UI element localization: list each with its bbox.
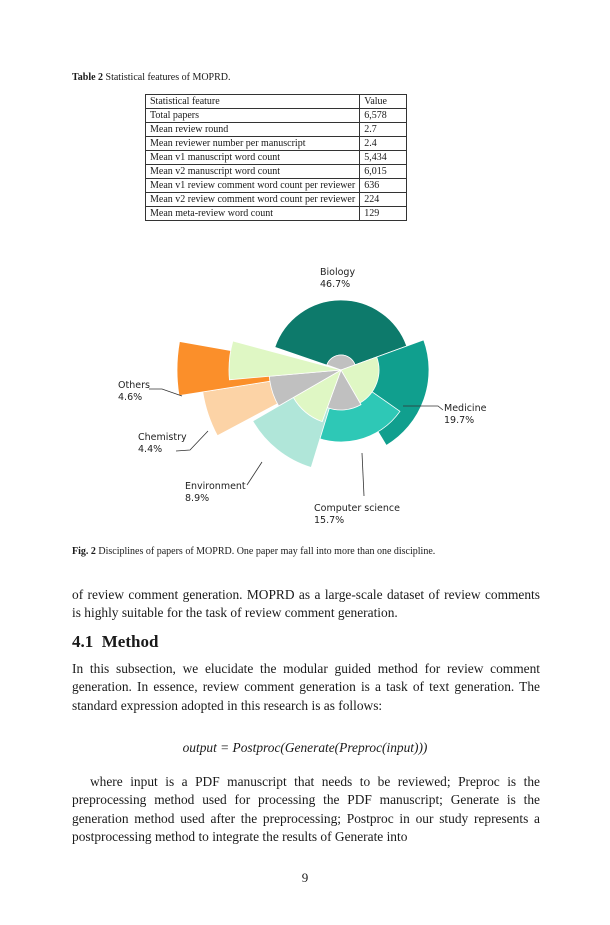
label-medicine: Medicine	[444, 403, 487, 414]
table-row	[146, 123, 407, 137]
row-value: 6,015	[360, 165, 407, 179]
statistics-table	[145, 94, 407, 221]
table-caption-label: Table 2	[72, 72, 104, 83]
paragraph-definitions: where input is a PDF manuscript that needs to be reviewed; Preproc is the preprocessing method used for processing the PDF manuscript; Generate is the generation method used after the preprocessing; Postproc in our study represents a postprocessing method to integrate the results of Generate into	[72, 774, 540, 844]
row-value: 636	[360, 179, 407, 193]
equation: output = Postproc(Generate(Preproc(input)))	[182, 740, 428, 755]
row-value: 129	[360, 207, 407, 221]
leader-line	[149, 389, 182, 396]
paragraph-method-intro: In this subsection, we elucidate the modular guided method for review comment generation. In essence, review comment generation is a task of text generation. The standard expression adopted in this research is as follows:	[72, 661, 540, 713]
pct-chemistry: 4.4%	[138, 444, 163, 455]
label-computer-science: Computer science	[314, 503, 400, 514]
table-row	[146, 165, 407, 179]
label-others: Others	[118, 380, 150, 391]
disciplines-chart	[0, 240, 610, 540]
pct-environment: 8.9%	[185, 493, 210, 504]
table-caption-text: Statistical features of MOPRD.	[105, 72, 231, 83]
label-environment: Environment	[185, 481, 246, 492]
leader-line	[247, 462, 262, 485]
row-feature: Mean v2 manuscript word count	[146, 165, 360, 179]
figure-caption	[72, 546, 435, 557]
table-row	[146, 193, 407, 207]
row-value: 2.7	[360, 123, 407, 137]
row-value: 5,434	[360, 151, 407, 165]
section-title: Method	[101, 632, 159, 651]
label-chemistry: Chemistry	[138, 432, 187, 443]
pct-medicine: 19.7%	[444, 415, 475, 426]
pct-others: 4.6%	[118, 392, 143, 403]
section-heading	[72, 632, 158, 652]
row-value: 224	[360, 193, 407, 207]
row-feature: Mean meta-review word count	[146, 207, 360, 221]
label-biology: Biology	[320, 267, 356, 278]
row-feature: Total papers	[146, 109, 360, 123]
table-header-row	[146, 95, 407, 109]
table-row	[146, 179, 407, 193]
page-number: 9	[301, 870, 309, 885]
table-row	[146, 207, 407, 221]
row-feature: Mean review round	[146, 123, 360, 137]
paragraph-continuation: of review comment generation. MOPRD as a large-scale dataset of review comments is highly suitable for the task of review comment generation.	[72, 587, 540, 621]
table-caption	[72, 72, 231, 83]
section-number: 4.1	[72, 632, 94, 651]
table-row	[146, 109, 407, 123]
header-feature: Statistical feature	[146, 95, 360, 109]
leader-line	[362, 453, 364, 496]
row-feature: Mean v1 review comment word count per reviewer	[146, 179, 360, 193]
figure-caption-label: Fig. 2	[72, 546, 96, 557]
figure-caption-text: Disciplines of papers of MOPRD. One paper may fall into more than one discipline.	[98, 546, 436, 557]
table-row	[146, 137, 407, 151]
pct-computer-science: 15.7%	[314, 515, 345, 526]
row-value: 6,578	[360, 109, 407, 123]
header-value: Value	[360, 95, 407, 109]
row-value: 2.4	[360, 137, 407, 151]
table-row	[146, 151, 407, 165]
pct-biology: 46.7%	[320, 279, 351, 290]
row-feature: Mean v2 review comment word count per reviewer	[146, 193, 360, 207]
row-feature: Mean reviewer number per manuscript	[146, 137, 360, 151]
row-feature: Mean v1 manuscript word count	[146, 151, 360, 165]
